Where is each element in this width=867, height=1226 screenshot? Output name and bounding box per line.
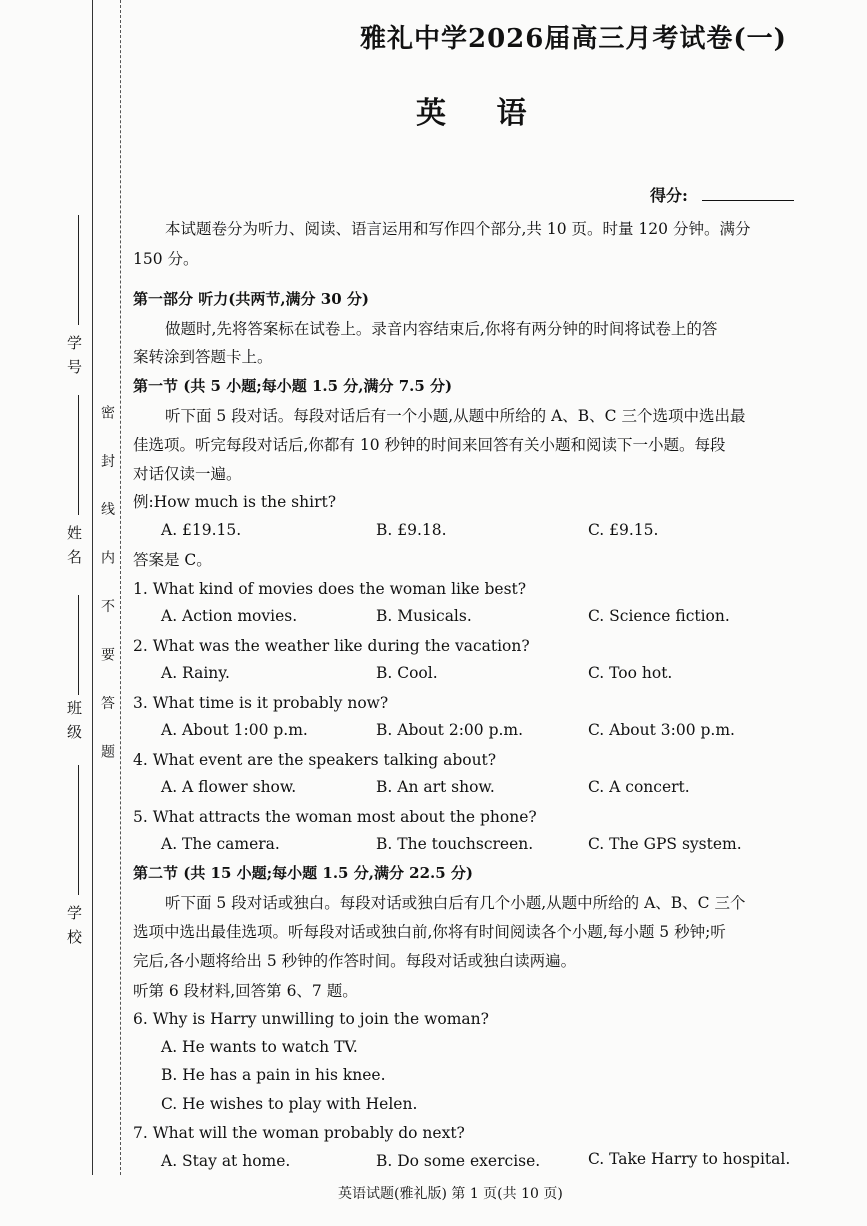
q7-option-a: A. Stay at home. (161, 1152, 291, 1170)
q7-option-c: C. Take Harry to hospital. (588, 1150, 791, 1168)
xingming-label: 姓 名 (65, 525, 83, 566)
section2-heading: 第二节 (共 15 小题;每小题 1.5 分,满分 22.5 分) (133, 864, 474, 882)
q1-option-b: B. Musicals. (376, 607, 472, 625)
q4-option-a: A. A flower show. (161, 778, 297, 796)
example-answer: 答案是 C。 (133, 551, 212, 569)
page-footer: 英语试题(雅礼版) 第 1 页(共 10 页) (338, 1186, 563, 1202)
q2-option-b: B. Cool. (376, 664, 438, 682)
q6-option-c: C. He wishes to play with Helen. (161, 1095, 418, 1113)
xuehao-blank (78, 215, 79, 325)
q5-option-b: B. The touchscreen. (376, 835, 534, 853)
part1-instr-2: 案转涂到答题卡上。 (133, 348, 273, 366)
subject-title: 英 语 (416, 96, 547, 131)
q5-option-a: A. The camera. (161, 835, 280, 853)
score-label: 得分: (650, 186, 688, 205)
binding-line-dashed (120, 0, 121, 1175)
section1-instr-3: 对话仅读一遍。 (133, 465, 242, 483)
question-3: 3. What time is it probably now? (133, 694, 389, 712)
example-option-a: A. £19.15. (161, 521, 242, 539)
material-6-instr: 听第 6 段材料,回答第 6、7 题。 (133, 982, 358, 1000)
xuexiao-label: 学 校 (65, 905, 83, 946)
banji-blank (78, 595, 79, 695)
intro-line-1: 本试题卷分为听力、阅读、语言运用和写作四个部分,共 10 页。时量 120 分钟。满分 (165, 220, 751, 238)
question-2: 2. What was the weather like during the vacation? (133, 637, 530, 655)
section2-instr-2: 选项中选出最佳选项。听每段对话或独白前,你将有时间阅读各个小题,每小题 5 秒钟;听 (133, 923, 726, 941)
exam-title: 雅礼中学2026届高三月考试卷(一) (360, 24, 787, 54)
example-question: 例:How much is the shirt? (133, 493, 337, 511)
question-7: 7. What will the woman probably do next? (133, 1124, 465, 1142)
q4-option-c: C. A concert. (588, 778, 690, 796)
q7-option-b: B. Do some exercise. (376, 1152, 541, 1170)
intro-line-2: 150 分。 (133, 250, 199, 268)
question-4: 4. What event are the speakers talking about? (133, 751, 497, 769)
xingming-blank-top (78, 395, 79, 515)
part1-instr-1: 做题时,先将答案标在试卷上。录音内容结束后,你将有两分钟的时间将试卷上的答 (165, 320, 718, 338)
q2-option-c: C. Too hot. (588, 664, 673, 682)
part1-heading: 第一部分 听力(共两节,满分 30 分) (133, 290, 369, 308)
binding-line-solid (92, 0, 93, 1175)
q1-option-a: A. Action movies. (161, 607, 298, 625)
q4-option-b: B. An art show. (376, 778, 495, 796)
q3-option-c: C. About 3:00 p.m. (588, 721, 735, 739)
q2-option-a: A. Rainy. (161, 664, 230, 682)
example-option-b: B. £9.18. (376, 521, 447, 539)
section2-instr-1: 听下面 5 段对话或独白。每段对话或独白后有几个小题,从题中所给的 A、B、C 三个 (165, 894, 746, 912)
xuehao-label: 学 号 (65, 335, 83, 376)
banji-label: 班 级 (65, 700, 83, 741)
q3-option-a: A. About 1:00 p.m. (161, 721, 308, 739)
section1-instr-1: 听下面 5 段对话。每段对话后有一个小题,从题中所给的 A、B、C 三个选项中选出最 (165, 407, 746, 425)
question-6: 6. Why is Harry unwilling to join the woman? (133, 1010, 489, 1028)
section2-instr-3: 完后,各小题将给出 5 秒钟的作答时间。每段对话或独白读两遍。 (133, 952, 577, 970)
section1-instr-2: 佳选项。听完每段对话后,你都有 10 秒钟的时间来回答有关小题和阅读下一小题。每段 (133, 436, 726, 454)
seal-notice: 密 封 线 内 不 要 答 题 (99, 405, 115, 774)
question-1: 1. What kind of movies does the woman like best? (133, 580, 527, 598)
score-blank (702, 200, 794, 201)
section1-heading: 第一节 (共 5 小题;每小题 1.5 分,满分 7.5 分) (133, 377, 453, 395)
xuexiao-blank (78, 765, 79, 895)
q6-option-a: A. He wants to watch TV. (161, 1038, 358, 1056)
q6-option-b: B. He has a pain in his knee. (161, 1066, 386, 1084)
q5-option-c: C. The GPS system. (588, 835, 742, 853)
example-option-c: C. £9.15. (588, 521, 659, 539)
q1-option-c: C. Science fiction. (588, 607, 730, 625)
q3-option-b: B. About 2:00 p.m. (376, 721, 524, 739)
question-5: 5. What attracts the woman most about the phone? (133, 808, 537, 826)
